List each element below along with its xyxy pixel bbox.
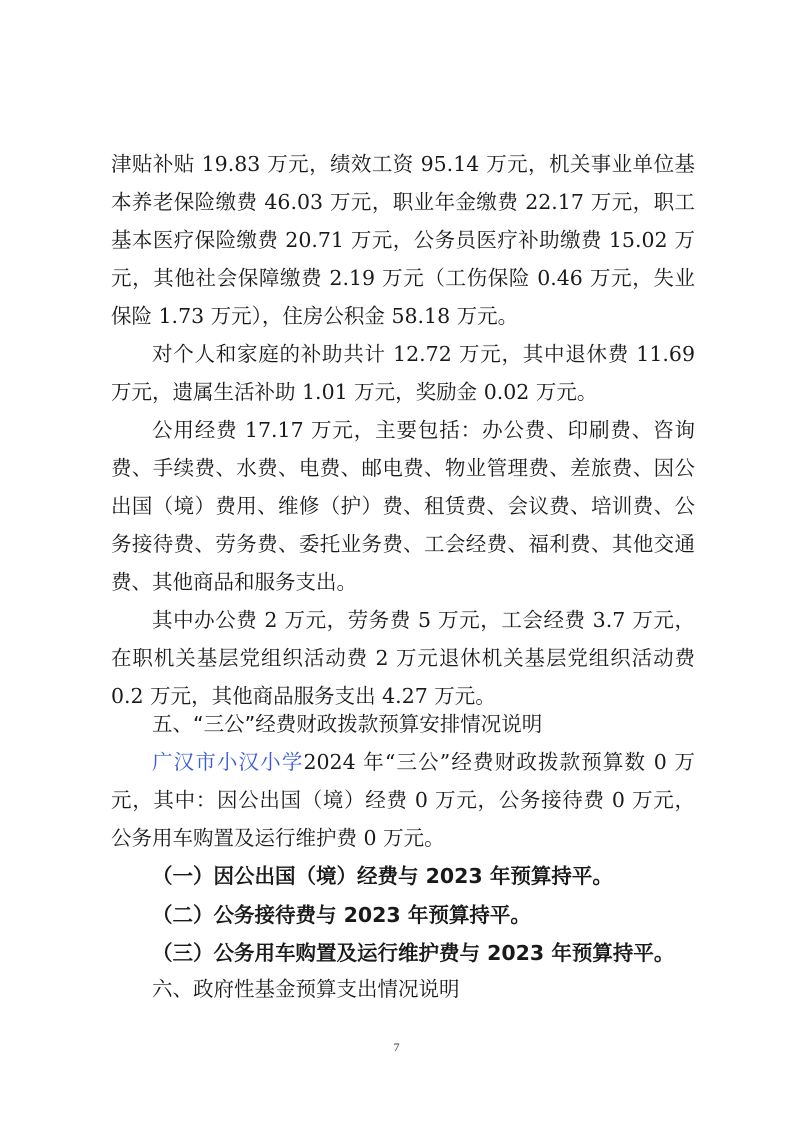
item-overseas-expense: （一）因公出国（境）经费与 2023 年预算持平。 <box>152 864 613 888</box>
paragraph-allowances: 津贴补贴 19.83 万元，绩效工资 95.14 万元，机关事业单位基本养老保险缴费 46.03 万元，职业年金缴费 22.17 万元，职工基本医疗保险缴费 20.71 万元，公务员医疗补助缴费 15.02 万元，其他社会保障缴费 2.19 万元（工伤保险 0.46 万元，失业保险 1.73 万元），住房公积金 58.18 万元。 <box>111 152 695 328</box>
three-public-budget-text: 2024 年“三公”经费财政拨款预算数 0 万元，其中：因公出国（境）经费 0 万元，公务接待费 0 万元，公务用车购置及运行维护费 0 万元。 <box>111 750 695 850</box>
item-reception-expense: （二）公务接待费与 2023 年预算持平。 <box>152 903 531 927</box>
paragraph-three-public-budget <box>111 743 695 857</box>
section-five-heading: 五、“三公”经费财政拨款预算安排情况说明 <box>152 712 543 736</box>
item-vehicle-expense: （三）公务用车购置及运行维护费与 2023 年预算持平。 <box>152 941 675 965</box>
paragraph-public-expenses: 公用经费 17.17 万元，主要包括：办公费、印刷费、咨询费、手续费、水费、电费、邮电费、物业管理费、差旅费、因公出国（境）费用、维修（护）费、租赁费、会议费、培训费、公务接待费、劳务费、委托业务费、工会经费、福利费、其他交通费、其他商品和服务支出。 <box>111 418 695 594</box>
section-six-heading: 六、政府性基金预算支出情况说明 <box>152 977 460 1001</box>
paragraph-family-subsidies: 对个人和家庭的补助共计 12.72 万元，其中退休费 11.69 万元，遗属生活补助 1.01 万元，奖励金 0.02 万元。 <box>111 342 695 404</box>
paragraph-expense-breakdown: 其中办公费 2 万元，劳务费 5 万元，工会经费 3.7 万元，在职机关基层党组织活动费 2 万元退休机关基层党组织活动费 0.2 万元，其他商品服务支出 4.27 万元。 <box>111 608 695 708</box>
page-number: 7 <box>393 1040 400 1054</box>
school-name-link[interactable]: 广汉市小汉小学 <box>152 750 304 774</box>
